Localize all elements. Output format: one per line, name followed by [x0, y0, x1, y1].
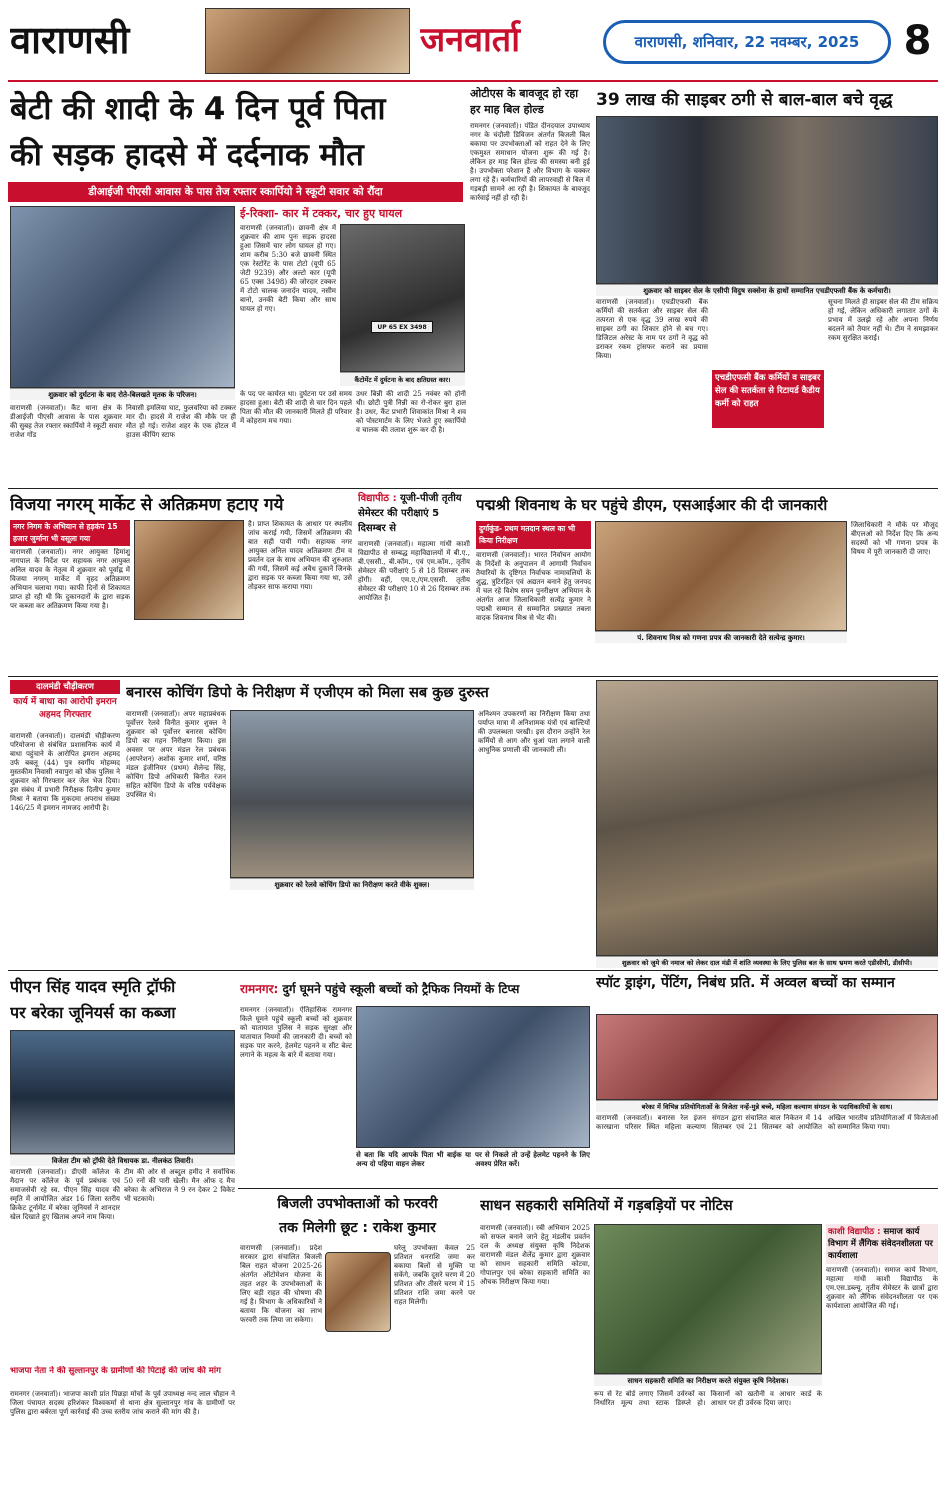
- cyber-body-2: सूचना मिलते ही साइबर सेल की टीम सक्रिय हो गई, लेकिन अधिकारी लगातार ठगों के प्रभाव में उलझे रहे और अपना निर्णय बदलने को तैयार नहीं थे। टीम ने समझाकर रकम सुरक्षित कराई।: [828, 298, 938, 342]
- lead-body-4: उधर बिन्नी की शादी 25 नवंबर को होनी थी। छोटी पुत्री निन्नी का रो-रोकर बुरा हाल है। उधर, कैंट प्रभारी शिवाकांत मिश्रा ने शव को पोस्टमार्टम के लिए भेजते हुए स्कार्पियो व चालक की तलाश शुरू कर दी है।: [356, 390, 466, 434]
- masthead-rule: [8, 80, 938, 82]
- sahkari-body-2: रूप से रेट बोर्ड लगाए जिसमें उर्वरकों का निर्धारित मूल्य तथा स्टाक डिस्प्ले हो। किसानों को खतौनी व आधार कार्ड के आधार पर ही उर्वरक दिया जाए।: [594, 1390, 822, 1407]
- ugpg-title: यूजी-पीजी तृतीय सेमेस्टर की परीक्षाएं 5 दिसम्बर से: [358, 493, 462, 534]
- erickshaw-body: वाराणसी (जनवार्ता)। छावनी क्षेत्र में शुक्रवार की शाम पुनः सड़क हादसा हुआ जिसमें चार लोग घायल हो गए। शाम करीब 5:30 बजे छावनी स्थित एक रेस्टोरेंट के पास टोटो (यूपी 65 जेटी 9239) और अल्टो कार (यूपी 65 एक्स 3498) की जोरदार टक्कर में टोटो चालक जनार्दन यादव, नसीम बानो, उनकी बेटी किया और साथ घायल हो गए।: [240, 224, 336, 313]
- cyber-body: वाराणसी (जनवार्ता)। एचडीएफसी बैंक कर्मियों की सतर्कता और साइबर सेल की तत्परता से एक वृद्ध 39 लाख रुपये की साइबर ठगी का शिकार होने से बच गए। डिजिटल अरेस्ट के नाम पर ठगों ने वृद्ध को डराकर रकम ट्रांसफर कराने का प्रयास किया।: [596, 298, 708, 360]
- bijli-headline-1: बिजली उपभोक्ताओं को फरवरी: [277, 1196, 438, 1212]
- padmashri-sub: दुर्गाकुंड- प्रथम मतदान स्थल का भी किया निरीक्षण: [476, 521, 591, 549]
- sahkari-body: वाराणसी (जनवार्ता)। रबी अभियान 2025 को सफल बनाने जाने हेतु मंडलीय प्रवर्तन दल के अध्यक्ष संयुक्त कृषि निदेशक वाराणसी मंडल शैलेंद्र कुमार द्वारा शुक्रवार को साधन सहकारी समिति कोटवा, गोपालपुर एवं बरेका सहकारी समिति का औचक निरीक्षण किया गया।: [480, 1224, 590, 1286]
- masthead: [0, 0, 945, 82]
- ramnagar-caption-1: से बता कि यदि आपके पिता भी बाईक या अन्य दो पहिया वाहन लेकर: [356, 1150, 471, 1168]
- banaras-body: वाराणसी (जनवार्ता)। अपर महाप्रबंधक पूर्वोत्तर रेलवे विनीत कुमार शुक्ल ने शुक्रवार को पूर्वोत्तर बनारस कोचिंग डिपो का गहन निरीक्षण किया। इस अवसर पर अपर मंडल रेल प्रबंधक (आपरेशन) अशोक कुमार शर्मा, वरिष्ठ मंडल इंजीनियर (प्रथम) शैलेन्द्र सिंह, कोचिंग डिपो अधिकारी बिनीत रंजन सहित कोचिंग डिपो के वरिष्ठ पर्यवेक्षक उपस्थित थे।: [126, 710, 226, 799]
- banaras-photo: [230, 710, 474, 878]
- lead-headline-2: की सड़क हादसे में दर्दनाक मौत: [10, 137, 364, 173]
- bijli-headline-2: तक मिलेगी छूट : राकेश कुमार: [279, 1220, 436, 1236]
- padmashri-photo: [595, 521, 847, 631]
- cyber-headline: 39 लाख की साइबर ठगी से बाल-बाल बचे वृद्ध: [596, 90, 893, 110]
- cyber-photo: [596, 116, 938, 284]
- juma-photo: [596, 680, 938, 956]
- ramnagar-body: रामनगर (जनवार्ता)। ऐतिहासिक रामनगर किले घूमने पहुंचे स्कूली बच्चों को शुक्रवार को यातायात पुलिस ने सड़क सुरक्षा और यातायात नियमों की जानकारी दी। बच्चों को सड़क पार करने, हेलमेट पहनने व सीट बेल्ट लगाने के महत्व के बारे में बताया गया।: [240, 1006, 352, 1059]
- bhajpa-headline: भाजपा नेता ने की सुल्तानपुर के ग्रामीणों की पिटाई की जांच की मांग: [10, 1366, 221, 1376]
- spot-body: वाराणसी (जनवार्ता)। बनारस रेल इंजन कारखाना परिसर स्थित महिला कल्याण संगठन द्वारा संचालित बाल निकेतन में 14 सितम्बर एवं 21 सितम्बर को आयोजित अखिल भारतीय प्रतियोगिताओं में विजेताओं को सम्मानित किया गया।: [596, 1114, 938, 1131]
- pm-body-2: टीम की ओर से अब्दुल हमीद ने सर्वाधिक 50 रनों की पारी खेली। मैन ऑफ द मैच बरेका के अभिराज ने 9 रन देकर 2 विकेट भी चटकाये।: [124, 1168, 235, 1203]
- cyber-highlight-box: एचडीएफसी बैंक कर्मियों व साइबर सेल की सतर्कता से रिटायर्ड कैडीय कर्मी को राहत: [712, 370, 824, 428]
- vijaya-body: वाराणसी (जनवार्ता)। नगर आयुक्त हिमांशु नागपाल के निर्देश पर सहायक नगर आयुक्त अनिल यादव के नेतृत्व में शुक्रवार को पूर्वाह्न में विजया नगरम् मार्केट में वृहद अतिक्रमण अभियान चलाया गया। काफी दिनों से शिकायत प्राप्त हो रही थी कि दुकानदारों के द्वारा सड़क पर कब्जा कर अतिक्रमण किया गया है।: [10, 548, 130, 610]
- erickshaw-headline: ई-रिक्शा- कार में टक्कर, चार हुए घायल: [240, 207, 403, 220]
- erickshaw-photo: [340, 224, 465, 372]
- ramnagar-title: दुर्ग घूमने पहुंचे स्कूली बच्चों को ट्रैफिक नियमों के टिप्स: [282, 982, 520, 996]
- cyber-photo-caption: शुक्रवार को साइबर सेल के एसीपी विदुष सक्सेना के हाथों सम्मानित एचडीएफसी बैंक के कर्मचारी।: [596, 284, 938, 296]
- dalmandi-label: दालमंडी चौड़ीकरण: [10, 680, 120, 694]
- banaras-body-2: अनिश्मन उपकरणों का निरीक्षण किया तथा पर्याप्त मात्रा में अनिशामक यंत्रों एवं बाल्टियों की उपलब्धता परखी। इस दौरान उन्होंने रेल कर्मियों से आग और धुआं पता लगाने वाली आधुनिक प्रणाली की जानकारी ली।: [478, 710, 590, 754]
- masthead-city: वाराणसी: [10, 18, 130, 62]
- divider-4: [238, 1188, 938, 1189]
- spot-headline: स्पॉट ड्राइंग, पेंटिंग, निबंध प्रति. में अव्वल बच्चों का सम्मान: [596, 975, 895, 991]
- pm-photo-caption: विजेता टीम को ट्रॉफी देते विधायक डा. नीलकंठ तिवारी।: [10, 1154, 235, 1166]
- dalmandi-headline: कार्य में बाधा का आरोपी इमरान अहमद गिरफ्तार: [13, 697, 117, 720]
- ramnagar-caption-2: पर से निकले तो उन्हें हेलमेट पहनने के लिए अवश्य प्रेरित करें।: [475, 1150, 590, 1168]
- lead-photo-caption: शुक्रवार को दुर्घटना के बाद रोते-बिलखते मृतक के परिजन।: [10, 388, 235, 400]
- bijli-body-2: घरेलू उपभोक्ता केवल 25 प्रतिशत धनराशि जमा कर बकाया बिलों से मुक्ति पा सकेंगे, जबकि दूसरे चरण में 20 प्रतिशत और तीसरे चरण में 15 प्रतिशत राशि जमा करने पर राहत मिलेगी।: [394, 1244, 475, 1306]
- ramnagar-headline: [240, 974, 590, 1004]
- bijli-portrait: [325, 1252, 391, 1332]
- banaras-photo-caption: शुक्रवार को रेलवे कोचिंग डिपो का निरीक्षण करते वीके शुक्ल।: [230, 878, 474, 890]
- erickshaw-caption: कैंटोमेंट में दुर्घटना के बाद क्षतिग्रस्त कार।: [340, 372, 465, 386]
- kashi-body: वाराणसी (जनवार्ता)। समाज कार्य विभाग, महात्मा गांधी काशी विद्यापीठ के एम.एस.डब्ल्यू. तृतीय सेमेस्टर के छात्रों द्वारा शुक्रवार को लैंगिक संवेदनशीलता पर एक कार्यशाला आयोजित की गई।: [826, 1266, 938, 1310]
- bijli-body: वाराणसी (जनवार्ता)। प्रदेश सरकार द्वारा संचालित बिजली बिल राहत योजना 2025-26 अंतर्गत ऑटोमेशन योजना के तहत शहर के उपभोक्ताओं के लिए बड़ी राहत की घोषणा की गई है। विभाग के अधिकारियों ने बताया कि योजना का लाभ फरवरी तक लिया जा सकेगा।: [240, 1244, 322, 1324]
- divider-1: [8, 488, 938, 489]
- padmashri-body-2: जिलाधिकारी ने मौके पर मौजूद बीएलओ को निर्देश दिए कि अन्य सदस्यों को भी गणना प्रपत्र के विषय में पूरी जानकारी दी जाए।: [851, 521, 938, 556]
- page-number: 8: [903, 18, 932, 64]
- lead-photo: [10, 206, 235, 388]
- banaras-headline: बनारस कोचिंग डिपो के निरीक्षण में एजीएम को मिला सब कुछ दुरुस्त: [126, 685, 489, 701]
- spot-photo-caption: बरेका में विभिन्न प्रतियोगिताओं के विजेता नन्हें-मुन्ने बच्चे, महिला कल्याण संगठन के पदाधिकारियों के साथ।: [596, 1100, 938, 1112]
- otis-headline: ओटीएस के बावजूद हो रहा हर माह बिल होल्ड: [470, 87, 579, 116]
- ugpg-body: वाराणसी (जनवार्ता)। महात्मा गांधी काशी विद्यापीठ से सम्बद्ध महाविद्यालयों में बी.ए., बी.एससी., बी.कॉम., एवं एम.कॉम., तृतीय सेमेस्टर की परीक्षाएं 5 से 18 दिसम्बर तक होंगी। वहीं, एम.ए./एम.एससी. तृतीय सेमेस्टर की परीक्षाएं 10 से 26 दिसम्बर तक आयोजित हैं।: [358, 540, 470, 602]
- dalmandi-body: वाराणसी (जनवार्ता)। दालमंडी चौड़ीकरण परियोजना से संबंधित प्रशासनिक कार्य में बाधा पहुंचाने के आरोपित इमरान अहमद उर्फ बबलू (44) पुत्र स्वर्गीय मोहम्मद मुस्तकीम निवासी नवापुरा को चौक पुलिस ने शुक्रवार को गिरफ्तार कर जेल भेज दिया। इस संबंध में प्रभारी निरीक्षक दिलीप कुमार मिश्रा ने बताया कि मुकदमा अपराध संख्या 146/25 में इमरान नामजद आरोपी है।: [10, 732, 120, 812]
- padmashri-headline: पद्मश्री शिवनाथ के घर पहुंचे डीएम, एसआईआर की दी जानकारी: [476, 496, 828, 514]
- pm-headline-2: पर बरेका जूनियर्स का कब्जा: [10, 1003, 176, 1022]
- vijaya-headline: विजया नगरम् मार्केट से अतिक्रमण हटाए गये: [10, 495, 284, 515]
- sahkari-photo-caption: साधन सहकारी समिति का निरीक्षण करते संयुक्त कृषि निदेशक।: [594, 1374, 822, 1386]
- pm-photo: [10, 1030, 235, 1154]
- sahkari-headline: साधन सहकारी समितियों में गड़बड़ियों पर नोटिस: [480, 1198, 733, 1214]
- vijaya-body-2: है। प्राप्त शिकायत के आधार पर स्थलीय जांच कराई गयी, जिसमें अतिक्रमण की बात सही पायी गयी। सहायक नगर आयुक्त अनिल यादव अतिक्रमण टीम व प्रवर्तन दल के साथ अभियान की शुरुआत की गयी, जिसमें कई अवैध दुकानें जिनके द्वारा सड़क पर कब्जा किया गया था, उसे तोड़कर साफ कराया गया।: [248, 520, 352, 591]
- spot-photo: [596, 1014, 938, 1100]
- vijaya-sub: नगर निगम के अभियान से हड़कंप 15 हजार जुर्माना भी वसूला गया: [10, 520, 130, 546]
- padmashri-photo-caption: पं. शिवनाथ मिश्र को गणना प्रपत्र की जानकारी देते सत्येन्द्र कुमार।: [595, 631, 847, 643]
- ugpg-tag: विद्यापीठ :: [358, 493, 401, 504]
- vijaya-photo: [134, 520, 244, 620]
- pm-body: वाराणसी (जनवार्ता)। डीएवी कॉलेज के मैदान पर कॉलेज के पूर्व प्रबंधक एवं समाजसेवी रहे स्व. पीएन सिंह यादव की स्मृति में आयोजित अंडर 16 जिला स्तरीय क्रिकेट टूर्नामेंट में बरेका जूनियर्स ने शानदार खेल दिखाते हुए खिताब अपने नाम किया।: [10, 1168, 120, 1221]
- pm-headline-1: पीएन सिंह यादव स्मृति ट्रॉफी: [10, 977, 176, 996]
- kashi-tag: काशी विद्यापीठ :: [828, 1227, 884, 1237]
- juma-photo-caption: शुक्रवार को जुमे की नमाज को लेकर दाल मंडी में शांति व्यवस्था के लिए पुलिस बल के साथ भ्रमण करते एडीसीपी, डीसीपी।: [596, 956, 938, 968]
- divider-2: [8, 676, 938, 677]
- bhajpa-body: रामनगर (जनवार्ता)। भाजपा काशी प्रांत पिछड़ा मोर्चा के पूर्व उपाध्यक्ष नन्द लाल चौहान ने जिला पंचायत सदस्य हरिशंकर विश्वकर्मा से थाना क्षेत्र सुल्तानपुर गांव के ग्रामीणों पर पुलिस द्वारा बर्बरता पूर्ण कार्रवाई की उच्च स्तरीय जांच कराने की मांग की है।: [10, 1390, 235, 1416]
- ramnagar-tag: रामनगर:: [240, 982, 283, 996]
- kashi-headline: [826, 1224, 938, 1264]
- kashi-title: समाज कार्य विभाग में लैंगिक संवेदनशीलता पर कार्यशाला: [828, 1227, 933, 1261]
- ramnagar-photo: [356, 1006, 590, 1148]
- ugpg-headline: [358, 491, 470, 537]
- lead-subhead: डीआईजी पीएसी आवास के पास तेज रफ्तार स्कार्पियो ने स्कूटी सवार को रौंदा: [8, 182, 463, 202]
- lead-body-2: निवासी इमलिया घाट, फुलवरिया को टक्कर मार दी। हादसे में राजेश की मौके पर ही मौत हो गई। राजेश शहर के एक होटल में हाउस कीपिंग स्टाफ: [126, 404, 236, 439]
- masthead-date: वाराणसी, शनिवार, 22 नवम्बर, 2025: [603, 20, 891, 64]
- car-plate: UP 65 EX 3498: [371, 321, 433, 333]
- sahkari-photo: [594, 1224, 822, 1374]
- masthead-brand: जनवार्ता: [420, 20, 520, 60]
- lead-headline-1: बेटी की शादी के 4 दिन पूर्व पिता: [10, 91, 386, 127]
- masthead-ghat-photo: [205, 8, 410, 74]
- padmashri-body: वाराणसी (जनवार्ता)। भारत निर्वाचन आयोग के निर्देशों के अनुपालन में आगामी निर्वाचन तैयारियों के दृष्टिगत निर्वाचक नामावलियों के शुद्ध, त्रुटिरहित एवं अद्यतन बनाने हेतु जनपद में चल रहे विशेष सघन पुनरीक्षण अभियान के अंतर्गत आज जिलाधिकारी सत्येंद्र कुमार ने पद्मश्री सम्मान से सम्मानित प्रख्यात तबला वादक शिवनाथ मिश्र से भेंट की।: [476, 551, 591, 622]
- divider-3: [8, 970, 938, 971]
- lead-body-1: वाराणसी (जनवार्ता)। कैंट थाना क्षेत्र के डीआईजी पीएसी आवास के पास शुक्रवार की सुबह तेज रफ्तार स्कार्पियो ने स्कूटी सवार राजेश गोंड: [10, 404, 122, 439]
- lead-body-3: के पद पर कार्यरत था। दुर्घटना पर उसे समय हादसा हुआ। बेटी की शादी से चार दिन पहले पिता की मौत की जानकारी मिलते ही परिवार में कोहराम मच गया।: [240, 390, 352, 425]
- otis-body: रामनगर (जनवार्ता)। पंडित दीनदयाल उपाध्याय नगर के चंदौली डिविजन अंतर्गत बिजली बिल बकाया पर उपभोक्ताओं को राहत देने के लिए एकमुश्त समाधान योजना शुरू की गई है। लेकिन हर माह बिल होल्ड की समस्या बनी हुई है। उपभोक्ता परेशान हैं और विभाग के चक्कर लगा रहे हैं। कर्मचारियों की लापरवाही से बिल में गड़बड़ी सामने आ रही है। शिकायत के बावजूद कार्रवाई नहीं हो रही है।: [470, 122, 590, 202]
